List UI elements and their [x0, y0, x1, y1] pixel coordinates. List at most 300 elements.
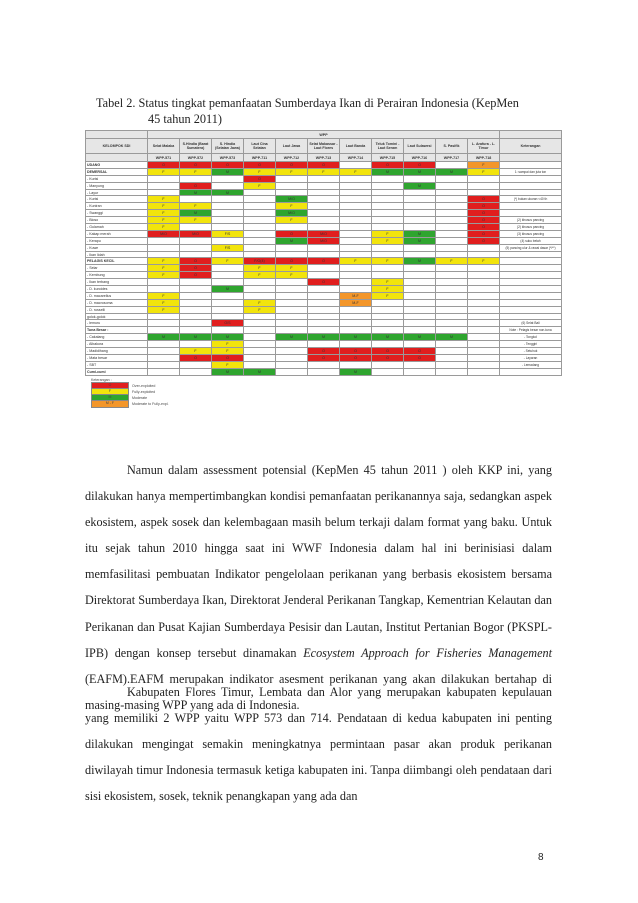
status-cell [308, 327, 340, 334]
status-cell [308, 292, 340, 299]
note-cell: (4) suku belah [500, 237, 562, 244]
status-cell: O [276, 230, 308, 237]
status-cell [468, 251, 500, 258]
status-cell [468, 189, 500, 196]
status-cell: M [308, 334, 340, 341]
note-cell: (5) pancing ulur & rawai dasar (*/**) [500, 244, 562, 251]
column-header: L. Arafura - L. Timur [468, 139, 500, 154]
status-cell: F [468, 258, 500, 265]
status-cell [340, 182, 372, 189]
status-cell: F [212, 341, 244, 348]
status-cell [180, 320, 212, 327]
status-cell [212, 182, 244, 189]
note-cell: - Layaran [500, 354, 562, 361]
status-cell [436, 299, 468, 306]
status-cell [372, 313, 404, 320]
note-cell [500, 279, 562, 286]
status-cell [148, 320, 180, 327]
status-cell [180, 196, 212, 203]
status-cell [340, 224, 372, 231]
status-cell: F [468, 168, 500, 175]
status-cell [404, 265, 436, 272]
status-cell: F [308, 168, 340, 175]
status-cell [244, 217, 276, 224]
note-cell: Note : Pelagis besar non-tuna [500, 327, 562, 334]
table-row [86, 272, 562, 279]
status-cell: M [244, 368, 276, 375]
status-cell [340, 196, 372, 203]
status-cell [180, 361, 212, 368]
status-cell [212, 292, 244, 299]
status-cell [468, 299, 500, 306]
status-cell: M-F [340, 299, 372, 306]
status-cell: M [148, 334, 180, 341]
row-label: - Kurisi [86, 196, 148, 203]
wpp-code-header: WPP-712 [276, 154, 308, 162]
status-cell [372, 361, 404, 368]
status-cell: F [148, 203, 180, 210]
header-blank [86, 131, 148, 139]
status-cell [468, 279, 500, 286]
row-label: - Selar [86, 265, 148, 272]
status-cell: O [404, 348, 436, 355]
status-cell [180, 327, 212, 334]
note-cell [500, 299, 562, 306]
status-cell [180, 368, 212, 375]
row-label: - Manyung [86, 182, 148, 189]
status-cell [212, 327, 244, 334]
legend-swatch: F [91, 388, 129, 396]
status-cell: F/S [212, 244, 244, 251]
row-label: - Kembung [86, 272, 148, 279]
row-label: Tuna Besar : [86, 327, 148, 334]
row-label: - Kurisi [86, 175, 148, 182]
status-cell [244, 210, 276, 217]
status-cell [372, 217, 404, 224]
status-cell: M [212, 286, 244, 293]
status-cell: M [372, 334, 404, 341]
status-cell [212, 272, 244, 279]
status-cell [436, 306, 468, 313]
status-cell: O [372, 162, 404, 169]
status-cell: O [340, 348, 372, 355]
status-cell [308, 196, 340, 203]
status-cell [468, 361, 500, 368]
note-cell [500, 189, 562, 196]
table-row [86, 168, 562, 175]
status-table [85, 130, 562, 376]
table-row [86, 182, 562, 189]
status-cell [244, 292, 276, 299]
row-label: - Layur [86, 189, 148, 196]
caption-line-1: Tabel 2. Status tingkat pemanfaatan Sumberdaya Ikan di Perairan Indonesia (KepMen [96, 96, 519, 110]
status-cell: M [180, 189, 212, 196]
status-cell [436, 265, 468, 272]
status-cell [308, 189, 340, 196]
status-cell: F/O(4) [244, 258, 276, 265]
table-row [86, 175, 562, 182]
page-number: 8 [538, 852, 544, 863]
wpp-code-header [500, 154, 562, 162]
status-cell: F [372, 279, 404, 286]
status-cell: M [340, 334, 372, 341]
status-cell [468, 348, 500, 355]
status-cell: M [180, 210, 212, 217]
row-label: PELAGIS KECIL [86, 258, 148, 265]
status-cell [340, 279, 372, 286]
table-row [86, 258, 562, 265]
status-cell [180, 175, 212, 182]
column-header: KELOMPOK SDI [86, 139, 148, 154]
wpp-code-header [86, 154, 148, 162]
table-row [86, 237, 562, 244]
status-cell [404, 327, 436, 334]
status-cell [372, 175, 404, 182]
wpp-code-header: WPP-571 [148, 154, 180, 162]
status-cell [340, 210, 372, 217]
paragraph-2-text: Kabupaten Flores Timur, Lembata dan Alor yang merupakan kabupaten kepulauan yang memiliki 2 WPP yaitu WPP 573 dan 714. Pendataan di kedua kabupaten ini penting dilakukan mengingat semakin meningkatnya permintaan pasar akan produk perikanan diwilayah timur Indonesia termasuk ketiga kabupaten ini. Tanpa diimbangi oleh pendataan dari sisi ekosistem, sosek, teknik penangkapan yang ada dan [85, 685, 552, 804]
status-cell [180, 251, 212, 258]
status-cell [436, 361, 468, 368]
status-cell [340, 286, 372, 293]
status-cell [148, 368, 180, 375]
legend-label: Fully-exploited [132, 390, 156, 394]
status-cell [276, 306, 308, 313]
status-cell [436, 327, 468, 334]
status-cell [372, 368, 404, 375]
status-cell: M [340, 368, 372, 375]
column-header: Laut Jawa [276, 139, 308, 154]
wpp-code-header: WPP-718 [468, 154, 500, 162]
status-cell: F [148, 168, 180, 175]
status-cell [436, 244, 468, 251]
status-cell [244, 286, 276, 293]
status-cell: O [468, 237, 500, 244]
note-cell [500, 182, 562, 189]
status-cell [276, 320, 308, 327]
status-cell: O [404, 162, 436, 169]
status-cell [276, 175, 308, 182]
status-cell: O [180, 272, 212, 279]
status-cell [180, 292, 212, 299]
status-cell [468, 341, 500, 348]
status-cell: M/O [308, 230, 340, 237]
wpp-status-table [85, 130, 556, 376]
status-cell [404, 272, 436, 279]
table-row [86, 224, 562, 231]
status-cell [340, 306, 372, 313]
status-cell: F [148, 306, 180, 313]
status-cell [340, 203, 372, 210]
status-cell: F [180, 217, 212, 224]
status-cell [372, 203, 404, 210]
status-cell [340, 217, 372, 224]
row-label: - Ikan lidah [86, 251, 148, 258]
status-cell: O [180, 354, 212, 361]
status-cell: M [404, 258, 436, 265]
caption-line-2: 45 tahun 2011) [148, 112, 222, 126]
status-cell [244, 189, 276, 196]
status-cell [340, 313, 372, 320]
status-cell [244, 354, 276, 361]
status-cell: O [244, 162, 276, 169]
status-cell [404, 189, 436, 196]
status-cell: F [372, 292, 404, 299]
table-row [86, 306, 562, 313]
status-cell: F [276, 272, 308, 279]
table-legend [91, 378, 169, 407]
status-cell [148, 251, 180, 258]
table-row [86, 203, 562, 210]
status-cell: F [148, 258, 180, 265]
table-row [86, 334, 562, 341]
paragraph-1-italic: Ecosystem Approach for Fisheries Management [303, 645, 552, 660]
note-cell: (6) Selat Bali [500, 320, 562, 327]
status-cell [468, 182, 500, 189]
table-row [86, 279, 562, 286]
row-label: - D. russelli [86, 306, 148, 313]
note-cell [500, 286, 562, 293]
status-cell [436, 286, 468, 293]
status-cell [436, 292, 468, 299]
row-label: - Ikan terbang [86, 279, 148, 286]
status-cell [244, 196, 276, 203]
status-cell [212, 203, 244, 210]
row-label: - Gulamah [86, 224, 148, 231]
table-row [86, 348, 562, 355]
status-cell: M [212, 334, 244, 341]
note-cell: 1: sampai dan juta ton [500, 168, 562, 175]
table-row [86, 292, 562, 299]
status-cell: M [276, 334, 308, 341]
table-row [86, 162, 562, 169]
note-cell [500, 175, 562, 182]
status-cell [372, 320, 404, 327]
status-cell [276, 341, 308, 348]
note-cell: (3) khusus pancing [500, 230, 562, 237]
table-row [86, 217, 562, 224]
status-cell [148, 313, 180, 320]
status-cell: M [436, 168, 468, 175]
status-cell: F [212, 361, 244, 368]
status-cell [212, 237, 244, 244]
status-cell: F [148, 299, 180, 306]
status-cell [180, 244, 212, 251]
status-cell [244, 244, 276, 251]
status-cell [340, 237, 372, 244]
paragraph-1-text: Namun dalam assessment potensial (KepMen 45 tahun 2011 ) oleh KKP ini, yang dilakukan hanya mempertimbangkan kondisi pemanfaatan perikanannya saja, sedangkan aspek ekosistem, aspek sosek dan kelembagaan masih belum terkaji dalam format yang baku. Untuk itu sejak tahun 2010 hingga saat ini WWF Indonesia dalam hal ini berinisiasi dalam memfasilitasi pembuatan Indikator pengelolaan perikanan yang berbasis ekosistem bersama Direktorat Sumberdaya Ikan, Direktorat Jenderal Perikanan Tangkap, Kementrian Kelautan dan Perikanan dan Pusat Kajian Sumberdaya Pesisir dan Lautan, Institut Pertanian Bogor (PKSPL-IPB) dengan konsep tersebut dinamakan [85, 463, 552, 660]
status-cell [276, 327, 308, 334]
status-cell [468, 354, 500, 361]
status-cell [340, 265, 372, 272]
status-cell: M [372, 168, 404, 175]
status-cell [212, 313, 244, 320]
status-cell [308, 244, 340, 251]
status-cell [212, 299, 244, 306]
row-label: - D. kuroides [86, 286, 148, 293]
legend-swatch: M [91, 394, 129, 402]
row-label: - Albakora [86, 341, 148, 348]
note-cell: - Tongkol [500, 334, 562, 341]
table-row [86, 368, 562, 375]
note-cell [500, 292, 562, 299]
status-cell [308, 265, 340, 272]
note-cell: - Lemadang [500, 361, 562, 368]
status-cell [404, 203, 436, 210]
status-cell [404, 224, 436, 231]
status-cell: O [468, 210, 500, 217]
status-cell [468, 306, 500, 313]
status-cell: F [148, 265, 180, 272]
status-cell: O [372, 348, 404, 355]
status-cell [340, 244, 372, 251]
legend-item [91, 401, 169, 407]
wpp-code-header: WPP-713 [308, 154, 340, 162]
status-cell [308, 313, 340, 320]
row-label: - Mata besar [86, 354, 148, 361]
status-cell: O [468, 230, 500, 237]
status-cell [276, 251, 308, 258]
row-label: UDANG [86, 162, 148, 169]
table-row [86, 341, 562, 348]
status-cell [436, 162, 468, 169]
status-cell [180, 313, 212, 320]
status-cell [340, 361, 372, 368]
status-cell [148, 182, 180, 189]
table-row [86, 230, 562, 237]
status-cell [436, 354, 468, 361]
note-cell [500, 368, 562, 375]
paragraph-2 [85, 679, 552, 809]
status-cell [180, 306, 212, 313]
status-cell [340, 175, 372, 182]
row-label: - Kuniran [86, 203, 148, 210]
status-cell: M [404, 237, 436, 244]
column-header: Teluk Tomini - Laut Seram [372, 139, 404, 154]
status-cell [404, 279, 436, 286]
status-cell [308, 320, 340, 327]
note-cell [500, 258, 562, 265]
wpp-code-header: WPP-572 [180, 154, 212, 162]
status-cell: M [212, 189, 244, 196]
status-cell [340, 272, 372, 279]
row-label: - Swanggi [86, 210, 148, 217]
status-cell [436, 368, 468, 375]
table-row [86, 265, 562, 272]
column-header: S. Hindia (Selatan Jawa) [212, 139, 244, 154]
status-cell: O [372, 354, 404, 361]
table-row [86, 361, 562, 368]
status-cell: F [244, 299, 276, 306]
status-cell: F [148, 224, 180, 231]
status-cell: O/S [212, 320, 244, 327]
row-label: - Madidihang [86, 348, 148, 355]
wpp-code-header: WPP-715 [372, 154, 404, 162]
status-cell [148, 175, 180, 182]
status-cell [436, 196, 468, 203]
column-header: Laut Banda [340, 139, 372, 154]
status-cell [436, 189, 468, 196]
status-cell [148, 237, 180, 244]
status-cell [340, 162, 372, 169]
status-cell [244, 313, 276, 320]
status-cell [436, 272, 468, 279]
status-cell: O [212, 354, 244, 361]
status-cell [308, 272, 340, 279]
status-cell [404, 292, 436, 299]
status-cell [244, 341, 276, 348]
status-cell [308, 368, 340, 375]
row-label: DEMERSAL [86, 168, 148, 175]
status-cell: F [340, 168, 372, 175]
status-cell [404, 313, 436, 320]
status-cell [212, 251, 244, 258]
table-row [86, 196, 562, 203]
status-cell [372, 341, 404, 348]
status-cell [276, 313, 308, 320]
status-cell [148, 348, 180, 355]
wpp-code-header: WPP-716 [404, 154, 436, 162]
row-label: - Cakalang [86, 334, 148, 341]
status-cell: F [180, 203, 212, 210]
row-label: - Kuwe [86, 244, 148, 251]
status-cell [244, 327, 276, 334]
status-cell: O [180, 182, 212, 189]
status-cell: M/O [308, 237, 340, 244]
status-cell: O [404, 354, 436, 361]
status-cell [372, 299, 404, 306]
note-cell: - Tenggiri [500, 341, 562, 348]
column-header: Laut Sulawesi [404, 139, 436, 154]
row-label: - D. macrosoma [86, 299, 148, 306]
status-cell: M [404, 230, 436, 237]
note-cell: - Setuhuk [500, 348, 562, 355]
status-cell: F [148, 292, 180, 299]
status-cell: M [404, 168, 436, 175]
status-cell: F [180, 348, 212, 355]
status-cell [340, 251, 372, 258]
status-cell [308, 306, 340, 313]
status-cell [436, 224, 468, 231]
status-cell: F [212, 258, 244, 265]
legend-label: Moderate [132, 396, 148, 400]
status-cell: M-F [340, 292, 372, 299]
status-cell: F [276, 265, 308, 272]
status-cell [276, 244, 308, 251]
status-cell [244, 230, 276, 237]
table-row [86, 210, 562, 217]
status-cell: M [212, 168, 244, 175]
status-cell [276, 224, 308, 231]
status-cell [308, 210, 340, 217]
status-cell [436, 279, 468, 286]
note-cell [500, 203, 562, 210]
row-label: - SBT [86, 361, 148, 368]
status-cell [436, 251, 468, 258]
status-cell [436, 320, 468, 327]
row-label: - lemuru [86, 320, 148, 327]
status-cell: O [244, 175, 276, 182]
table-caption [96, 95, 566, 127]
status-cell [148, 244, 180, 251]
status-cell: M [180, 334, 212, 341]
status-cell [148, 354, 180, 361]
status-cell [212, 175, 244, 182]
note-cell [500, 313, 562, 320]
status-cell [372, 272, 404, 279]
column-header: S.Hindia (Barat Sumatera) [180, 139, 212, 154]
status-cell [468, 327, 500, 334]
